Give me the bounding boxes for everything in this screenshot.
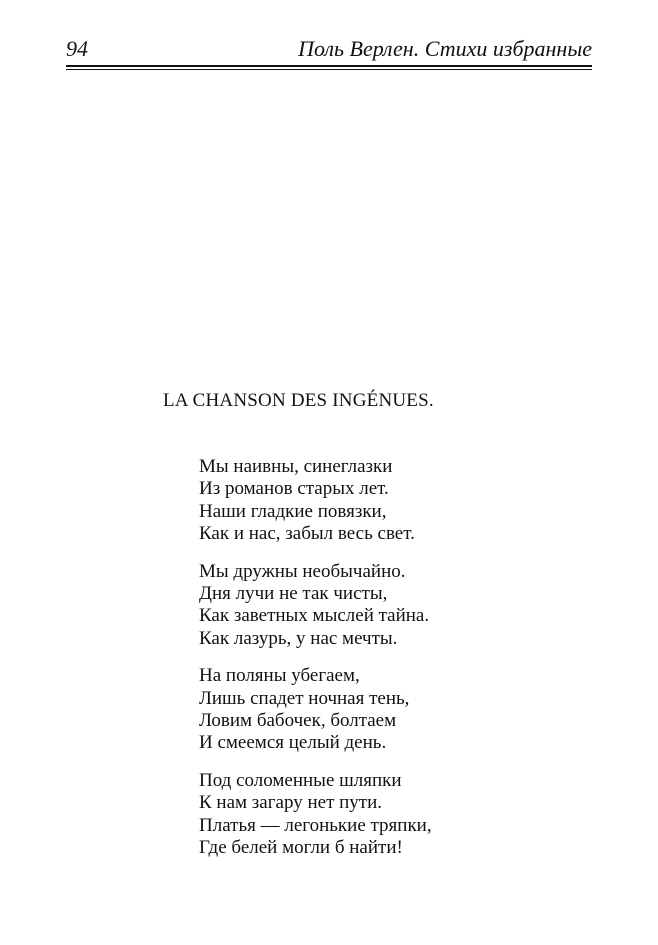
poem-line: Как и нас, забыл весь свет.	[199, 522, 415, 544]
poem-line: И смеемся целый день.	[199, 732, 387, 754]
stanza	[199, 770, 432, 859]
poem-body	[199, 456, 432, 875]
stanza	[199, 561, 432, 650]
page-number: 94	[66, 36, 88, 61]
poem-line: Под соломенные шляпки	[199, 770, 402, 792]
poem-line: На поляны убегаем,	[199, 665, 360, 687]
poem-line: Дня лучи не так чисты,	[199, 582, 388, 604]
poem-line: Как заветных мыслей тайна.	[199, 605, 430, 627]
poem-line: Платья — легонькие тряпки,	[199, 814, 432, 836]
poem-line: К нам загару нет пути.	[199, 792, 383, 814]
poem-line: Ловим бабочек, болтаем	[199, 709, 397, 731]
header-rule-thick	[66, 65, 592, 67]
poem-line: Где белей могли б найти!	[199, 836, 403, 858]
poem-line: Лишь спадет ночная тень,	[199, 687, 410, 709]
stanza	[199, 665, 432, 754]
header-rule-thin	[66, 69, 592, 70]
page-header	[66, 36, 592, 62]
poem-line: Из романов старых лет.	[199, 478, 389, 500]
poem-line: Мы наивны, синеглазки	[199, 456, 393, 477]
poem-line: Как лазурь, у нас мечты.	[199, 627, 398, 649]
poem-line: Мы дружны необычайно.	[199, 560, 406, 582]
stanza	[199, 456, 432, 545]
running-title: Поль Верлен. Стихи избранные	[298, 36, 592, 61]
poem-title: LA CHANSON DES INGÉNUES.	[163, 390, 434, 411]
poem-line: Наши гладкие повязки,	[199, 500, 387, 522]
